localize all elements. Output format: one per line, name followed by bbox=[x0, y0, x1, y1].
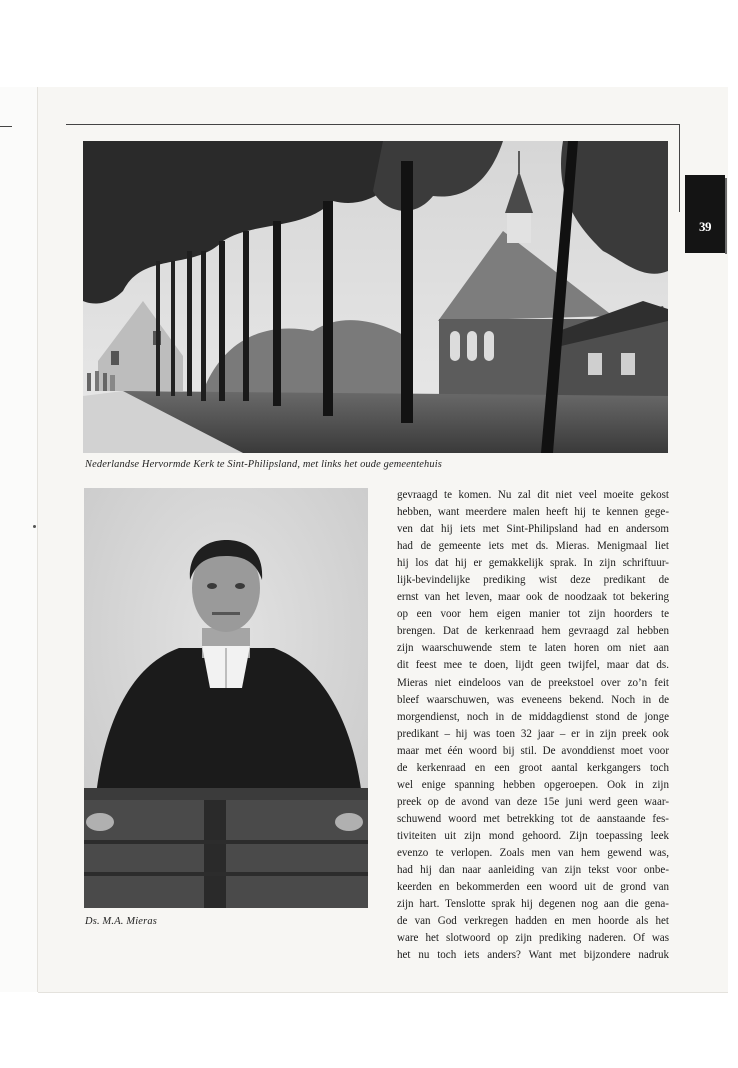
portrait-photo-image bbox=[84, 488, 368, 908]
article-line: had hij dan naar aanleiding van zijn tekst voor onbe- bbox=[397, 864, 669, 877]
article-line: de van God verkregen hadden en men hoorde als het bbox=[397, 915, 669, 928]
article-body-text bbox=[397, 487, 669, 964]
article-line: ernst van het leven, maar ook de noodzaak tot bekering bbox=[397, 591, 669, 604]
article-line: zijn waarschuwende stem te laten horen om niet aan bbox=[397, 642, 669, 655]
church-photo-image bbox=[83, 141, 668, 453]
article-line: had de gemeente iets met ds. Mieras. Menigmaal liet bbox=[397, 540, 669, 553]
article-line: op een voor hem eigen manier tot zijn hoorders te bbox=[397, 608, 669, 621]
article-line: evenzo te verlopen. Zoals men van hem gewend was, bbox=[397, 846, 669, 859]
page-number-tab bbox=[685, 175, 725, 253]
article-line: Mieras niet eindeloos van de preekstoel over zo’n feit bbox=[397, 676, 669, 689]
article-line: hij los dat hij er gemakkelijk sprak. In zijn schriftuur- bbox=[397, 557, 669, 570]
article-line: keerden en bekommerden een woord uit de grond van bbox=[397, 881, 669, 894]
page-number: 39 bbox=[699, 219, 711, 234]
article-line: bleef waarschuwen, was eveneens bekend. Noch in de bbox=[397, 693, 669, 706]
scan-speck bbox=[33, 525, 36, 528]
article-line: ven dat hij iets met Sint-Philipsland had en andersom bbox=[397, 523, 669, 536]
portrait-photo-caption: Ds. M.A. Mieras bbox=[85, 916, 157, 927]
article-line: predikant – hij was toen 32 jaar – er in zijn preek ook bbox=[397, 727, 669, 740]
article-line: morgendienst, noch in de middagdienst stond de jonge bbox=[397, 710, 669, 723]
portrait-photo bbox=[84, 488, 368, 908]
church-photo bbox=[83, 141, 668, 453]
previous-page-edge bbox=[0, 87, 39, 992]
church-photo-caption: Nederlandse Hervormde Kerk te Sint-Philipsland, met links het oude gemeentehuis bbox=[85, 459, 442, 470]
article-line: ware het slotwoord op zijn prediking naderen. Of was bbox=[397, 932, 669, 945]
previous-page-rule bbox=[0, 126, 12, 127]
article-line: de kerkenraad en een groot aantal kerkgangers toch bbox=[397, 761, 669, 774]
article-line: schuwend woord met betrekking tot de aanstaande fes- bbox=[397, 812, 669, 825]
article-line: hebben, want meerdere malen heeft hij te kennen gege- bbox=[397, 506, 669, 519]
article-line: zijn hart. Tenslotte sprak hij degenen nog aan die gena- bbox=[397, 898, 669, 911]
article-line: preek op de avond van deze 15e juni werd geen waar- bbox=[397, 795, 669, 808]
article-line: brengen. Dat de kerkenraad hem gevraagd zal hebben bbox=[397, 625, 669, 638]
article-line: wel enige spanning hebben opgeroepen. Ook in zijn bbox=[397, 778, 669, 791]
article-line: tiviteiten uit zijn mond gehoord. Zijn toepassing leek bbox=[397, 829, 669, 842]
article-line: maar met één woord bij stil. De avonddienst moet voor bbox=[397, 744, 669, 757]
article-line: het nu toch iets anders? Want met bijzondere nadruk bbox=[397, 949, 669, 962]
header-rule-corner bbox=[679, 124, 680, 212]
header-rule bbox=[66, 124, 680, 125]
page-tab-shadow bbox=[725, 178, 727, 254]
article-line: dit feest mee te doen, lijdt geen twijfel, maar dat ds. bbox=[397, 659, 669, 672]
article-line: lijk-bevindelijke prediking wist deze predikant de bbox=[397, 574, 669, 587]
article-line: gevraagd te komen. Nu zal dit niet veel moeite gekost bbox=[397, 489, 669, 501]
